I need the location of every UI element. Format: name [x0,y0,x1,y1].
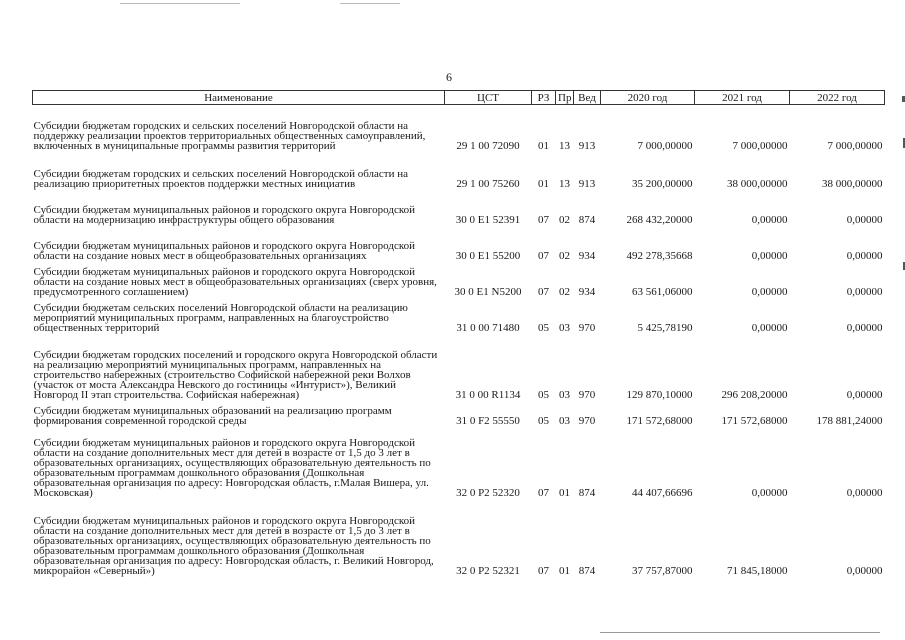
row-ved: 934 [578,249,596,262]
row-name: Субсидии бюджетам муниципальных районов и городского округа Новгородской области на создание дополнительных мест для детей в возрасте от 1,5 до 3 лет в образовательных организациях, осуществляющих образовательную деятельность по образовательным программам дошкольного образования (Дошкольная образовательная организация по адресу: Новгородская область, г. Великий Новгород, микрорайон «Северный») [33,514,434,577]
row-cst: 31 0 00 R1134 [455,388,521,401]
row-2022: 0,00000 [846,388,883,401]
row-cst: 32 0 P2 52321 [456,564,520,577]
row-rz: 05 [538,321,549,334]
row-2021: 296 208,20000 [721,388,788,401]
row-2020: 492 278,35668 [626,249,693,262]
table-row [33,151,885,189]
row-ved: 874 [578,486,596,499]
table-header-row [33,91,885,105]
row-pr: 13 [559,139,570,152]
row-cst: 29 1 00 72090 [456,139,520,152]
row-2021: 0,00000 [751,285,788,298]
row-pr: 01 [559,486,570,499]
row-2022: 178 881,24000 [816,414,883,427]
header-rz: РЗ [532,91,556,105]
table-row [33,189,885,225]
row-2021: 71 845,18000 [727,564,788,577]
row-2020: 171 572,68000 [626,414,693,427]
table-row [33,297,885,333]
row-rz: 01 [538,139,549,152]
table-row [33,261,885,297]
row-name: Субсидии бюджетам сельских поселений Новгородской области на реализацию мероприятий муниципальных программ, направленных на благоустройство общественных территорий [33,301,408,334]
row-cst: 32 0 P2 52320 [456,486,520,499]
row-rz: 07 [538,249,549,262]
table-row [33,225,885,261]
row-2021: 38 000,00000 [727,177,788,190]
row-name: Субсидии бюджетам муниципальных образований на реализацию программ формирования современной городской среды [33,404,392,427]
row-2022: 0,00000 [846,249,883,262]
scan-artifact-top-right [340,3,400,4]
row-ved: 970 [578,414,596,427]
row-ved: 913 [578,139,596,152]
row-ved: 970 [578,388,596,401]
scan-artifact-bottom [600,632,880,633]
header-cst: ЦСТ [445,91,532,105]
row-2021: 171 572,68000 [721,414,788,427]
header-2022: 2022 год [790,91,885,105]
row-2020: 129 870,10000 [626,388,693,401]
row-name: Субсидии бюджетам муниципальных районов и городского округа Новгородской области на создание новых мест в общеобразовательных организациях [33,239,415,262]
row-pr: 03 [559,414,570,427]
table-row [33,400,885,426]
row-2021: 7 000,00000 [732,139,788,152]
row-name: Субсидии бюджетам городских и сельских поселений Новгородской области на поддержку реализации проектов территориальных общественных самоуправлений, включенных в муниципальные программы развития территорий [33,119,426,152]
row-pr: 01 [559,564,570,577]
row-ved: 913 [578,177,596,190]
row-rz: 07 [538,213,549,226]
row-2020: 268 432,20000 [626,213,693,226]
row-2020: 35 200,00000 [632,177,693,190]
row-name: Субсидии бюджетам муниципальных районов и городского округа Новгородской области на модернизацию инфраструктуры общего образования [33,203,415,226]
row-2020: 44 407,66696 [632,486,693,499]
header-ved: Вед [574,91,601,105]
row-2021: 0,00000 [751,321,788,334]
row-pr: 03 [559,321,570,334]
row-rz: 05 [538,414,549,427]
row-cst: 31 0 F2 55550 [456,414,520,427]
row-2021: 0,00000 [751,213,788,226]
row-name: Субсидии бюджетам городских поселений и городского округа Новгородской области на реализацию мероприятий муниципальных программ, направленных на строительство набережных (строительство Софийской набережной реки Волхов (участок от моста Александра Невского до гостиницы «Интурист»), Великий Новгород II этап строительства. Софийская набережная) [33,348,438,401]
row-2022: 0,00000 [846,213,883,226]
row-pr: 02 [559,285,570,298]
row-pr: 02 [559,249,570,262]
row-rz: 07 [538,285,549,298]
header-name: Наименование [33,91,445,105]
row-cst: 30 0 E1 N5200 [454,285,522,298]
row-pr: 13 [559,177,570,190]
row-cst: 30 0 E1 52391 [455,213,521,226]
table-row [33,105,885,151]
row-2021: 0,00000 [751,486,788,499]
table-row [33,333,885,400]
row-ved: 970 [578,321,596,334]
row-2020: 37 757,87000 [632,564,693,577]
row-2022: 38 000,00000 [822,177,883,190]
page-number: 6 [446,70,452,84]
row-rz: 01 [538,177,549,190]
row-name: Субсидии бюджетам муниципальных районов и городского округа Новгородской области на создание новых мест в общеобразовательных организациях (сверх уровня, предусмотренного соглашением) [33,265,437,298]
row-ved: 874 [578,564,596,577]
table-row [33,426,885,498]
header-2020: 2020 год [601,91,695,105]
row-2022: 7 000,00000 [827,139,883,152]
row-name: Субсидии бюджетам городских и сельских поселений Новгородской области на реализацию приоритетных проектов поддержки местных инициатив [33,167,409,190]
header-2021: 2021 год [695,91,790,105]
row-cst: 29 1 00 75260 [456,177,520,190]
row-pr: 03 [559,388,570,401]
header-pr: Пр [556,91,574,105]
row-pr: 02 [559,213,570,226]
row-2021: 0,00000 [751,249,788,262]
row-ved: 874 [578,213,596,226]
row-cst: 31 0 00 71480 [456,321,520,334]
row-2020: 63 561,06000 [632,285,693,298]
row-2020: 7 000,00000 [637,139,693,152]
row-cst: 30 0 E1 55200 [455,249,521,262]
scan-artifact-top [120,3,240,4]
row-2020: 5 425,78190 [637,321,693,334]
row-2022: 0,00000 [846,285,883,298]
row-2022: 0,00000 [846,486,883,499]
row-rz: 05 [538,388,549,401]
table-row [33,498,885,576]
row-2022: 0,00000 [846,564,883,577]
row-ved: 934 [578,285,596,298]
row-2022: 0,00000 [846,321,883,334]
budget-table [32,90,885,576]
row-rz: 07 [538,564,549,577]
row-rz: 07 [538,486,549,499]
row-name: Субсидии бюджетам муниципальных районов и городского округа Новгородской области на создание дополнительных мест для детей в возрасте от 1,5 до 3 лет в образовательных организациях, осуществляющих образовательную деятельность по образовательным программам дошкольного образования (Дошкольная образовательная организация по адресу: Новгородская область, г.Малая Вишера, ул. Московская) [33,436,431,499]
